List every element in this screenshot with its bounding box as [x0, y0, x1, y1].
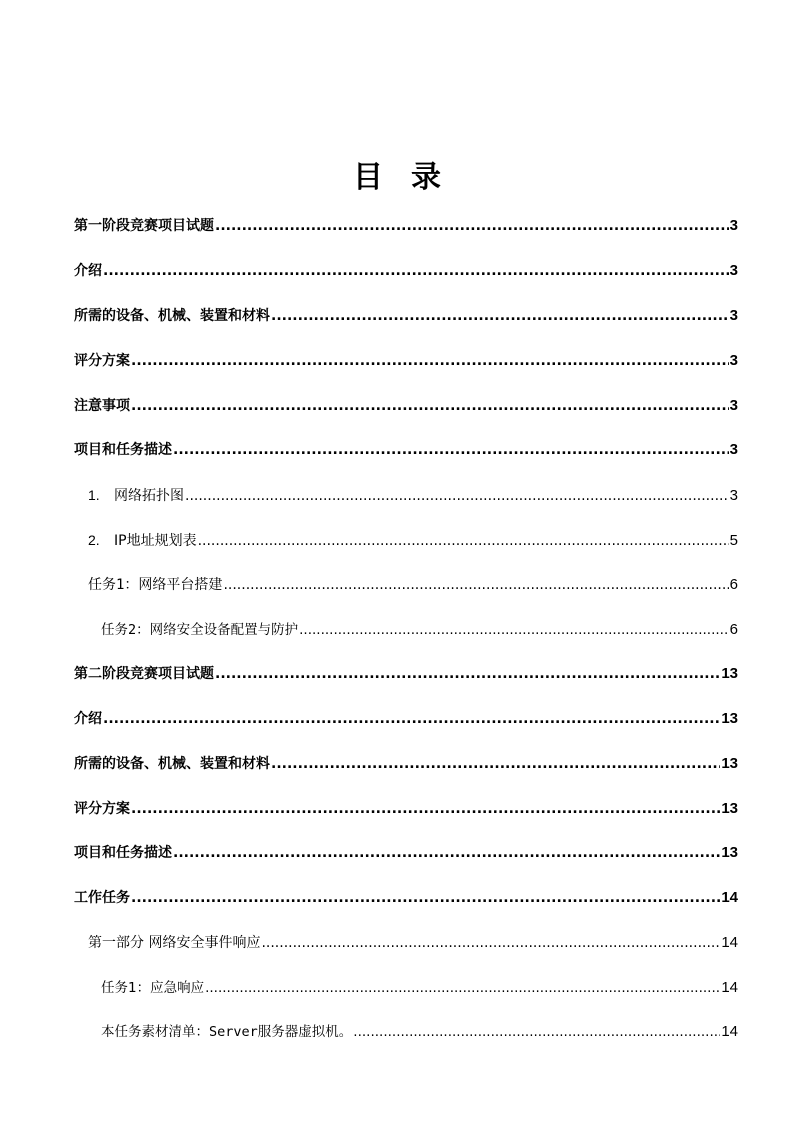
toc-dot-leader: [131, 799, 720, 819]
toc-dot-leader: [131, 888, 720, 908]
toc-entry-page: 14: [721, 1023, 738, 1040]
toc-entry[interactable]: [74, 799, 738, 819]
toc-entry[interactable]: [74, 843, 738, 863]
toc-entry-number: 1.: [88, 487, 100, 503]
toc-entry-label: 所需的设备、机械、装置和材料: [74, 308, 270, 324]
toc-entry[interactable]: [74, 888, 738, 908]
toc-entry-page: 3: [729, 352, 738, 369]
toc-entry-page: 13: [721, 755, 738, 772]
toc-entry-page: 3: [729, 397, 738, 414]
toc-entry[interactable]: [101, 1022, 738, 1042]
toc-entry-page: 3: [729, 307, 738, 324]
toc-entry-label: 评分方案: [74, 353, 130, 369]
toc-dot-leader: [131, 351, 729, 371]
toc-entry[interactable]: [74, 664, 738, 684]
toc-entry-number: 2.: [88, 532, 100, 548]
toc-entry-label: 介绍: [74, 711, 102, 727]
toc-dot-leader: [185, 486, 729, 506]
toc-entry[interactable]: [101, 620, 738, 640]
toc-entry-text: IP地址规划表: [114, 533, 197, 549]
toc-entry-page: 3: [729, 217, 738, 234]
toc-entry-label: 评分方案: [74, 801, 130, 817]
toc-entry[interactable]: [74, 351, 738, 371]
toc-entry-label: 本任务素材清单：Server服务器虚拟机。: [101, 1024, 353, 1040]
toc-dot-leader: [299, 620, 729, 640]
toc-title: 目录: [353, 160, 469, 195]
toc-entry-page: 14: [721, 934, 738, 951]
toc-entry-label: 介绍: [74, 263, 102, 279]
toc-entry-page: 13: [721, 710, 738, 727]
toc-entry-label: 第一阶段竞赛项目试题: [74, 218, 214, 234]
toc-dot-leader: [173, 440, 729, 460]
toc-entry[interactable]: [88, 575, 738, 595]
toc-entry-label: 任务1：网络平台搭建: [88, 577, 223, 593]
toc-entry[interactable]: [74, 754, 738, 774]
toc-entry-text: 网络拓扑图: [114, 488, 184, 504]
toc-entry[interactable]: [88, 933, 738, 953]
toc-dot-leader: [215, 664, 720, 684]
toc-dot-leader: [353, 1022, 720, 1042]
toc-entry-label: 所需的设备、机械、装置和材料: [74, 756, 270, 772]
toc-entry-page: 3: [729, 441, 738, 458]
toc-entry-label: 第二阶段竞赛项目试题: [74, 666, 214, 682]
toc-dot-leader: [215, 216, 729, 236]
toc-entry[interactable]: [88, 530, 738, 550]
toc-dot-leader: [271, 754, 720, 774]
toc-dot-leader: [271, 306, 729, 326]
toc-entry-label: 注意事项: [74, 398, 130, 414]
toc-entry-page: 6: [729, 621, 738, 638]
toc-dot-leader: [131, 396, 729, 416]
toc-dot-leader: [205, 978, 720, 998]
toc-entry-label: 工作任务: [74, 890, 130, 906]
toc-entry-label: 任务1：应急响应: [101, 980, 205, 996]
toc-entry-page: 13: [721, 800, 738, 817]
toc-entry[interactable]: [74, 440, 738, 460]
toc-entry[interactable]: [74, 261, 738, 281]
toc-entry-label: 任务2：网络安全设备配置与防护: [101, 622, 299, 638]
toc-entry-page: 13: [721, 844, 738, 861]
toc-entry-page: 5: [729, 532, 738, 549]
toc-entry-page: 6: [729, 576, 738, 593]
toc-entry[interactable]: [74, 709, 738, 729]
toc-entry-page: 3: [729, 487, 738, 504]
toc-dot-leader: [173, 843, 720, 863]
toc-entry-label: [88, 530, 197, 551]
toc-entry[interactable]: [74, 216, 738, 236]
toc-entry-label: [88, 485, 184, 506]
toc-entry-page: 13: [721, 665, 738, 682]
toc-entry[interactable]: [74, 396, 738, 416]
toc-entry-label: 项目和任务描述: [74, 845, 172, 861]
toc-dot-leader: [223, 575, 728, 595]
toc-entry[interactable]: [101, 978, 738, 998]
toc-entry-page: 14: [721, 979, 738, 996]
toc-entry-label: 项目和任务描述: [74, 442, 172, 458]
toc-entry-page: 14: [721, 889, 738, 906]
toc-entry-label: 第一部分 网络安全事件响应: [88, 935, 261, 951]
toc-entry[interactable]: [88, 485, 738, 505]
toc-entry-page: 3: [729, 262, 738, 279]
toc-dot-leader: [103, 261, 729, 281]
toc-dot-leader: [261, 933, 720, 953]
toc-dot-leader: [103, 709, 720, 729]
toc-dot-leader: [198, 531, 729, 551]
toc-entry[interactable]: [74, 306, 738, 326]
